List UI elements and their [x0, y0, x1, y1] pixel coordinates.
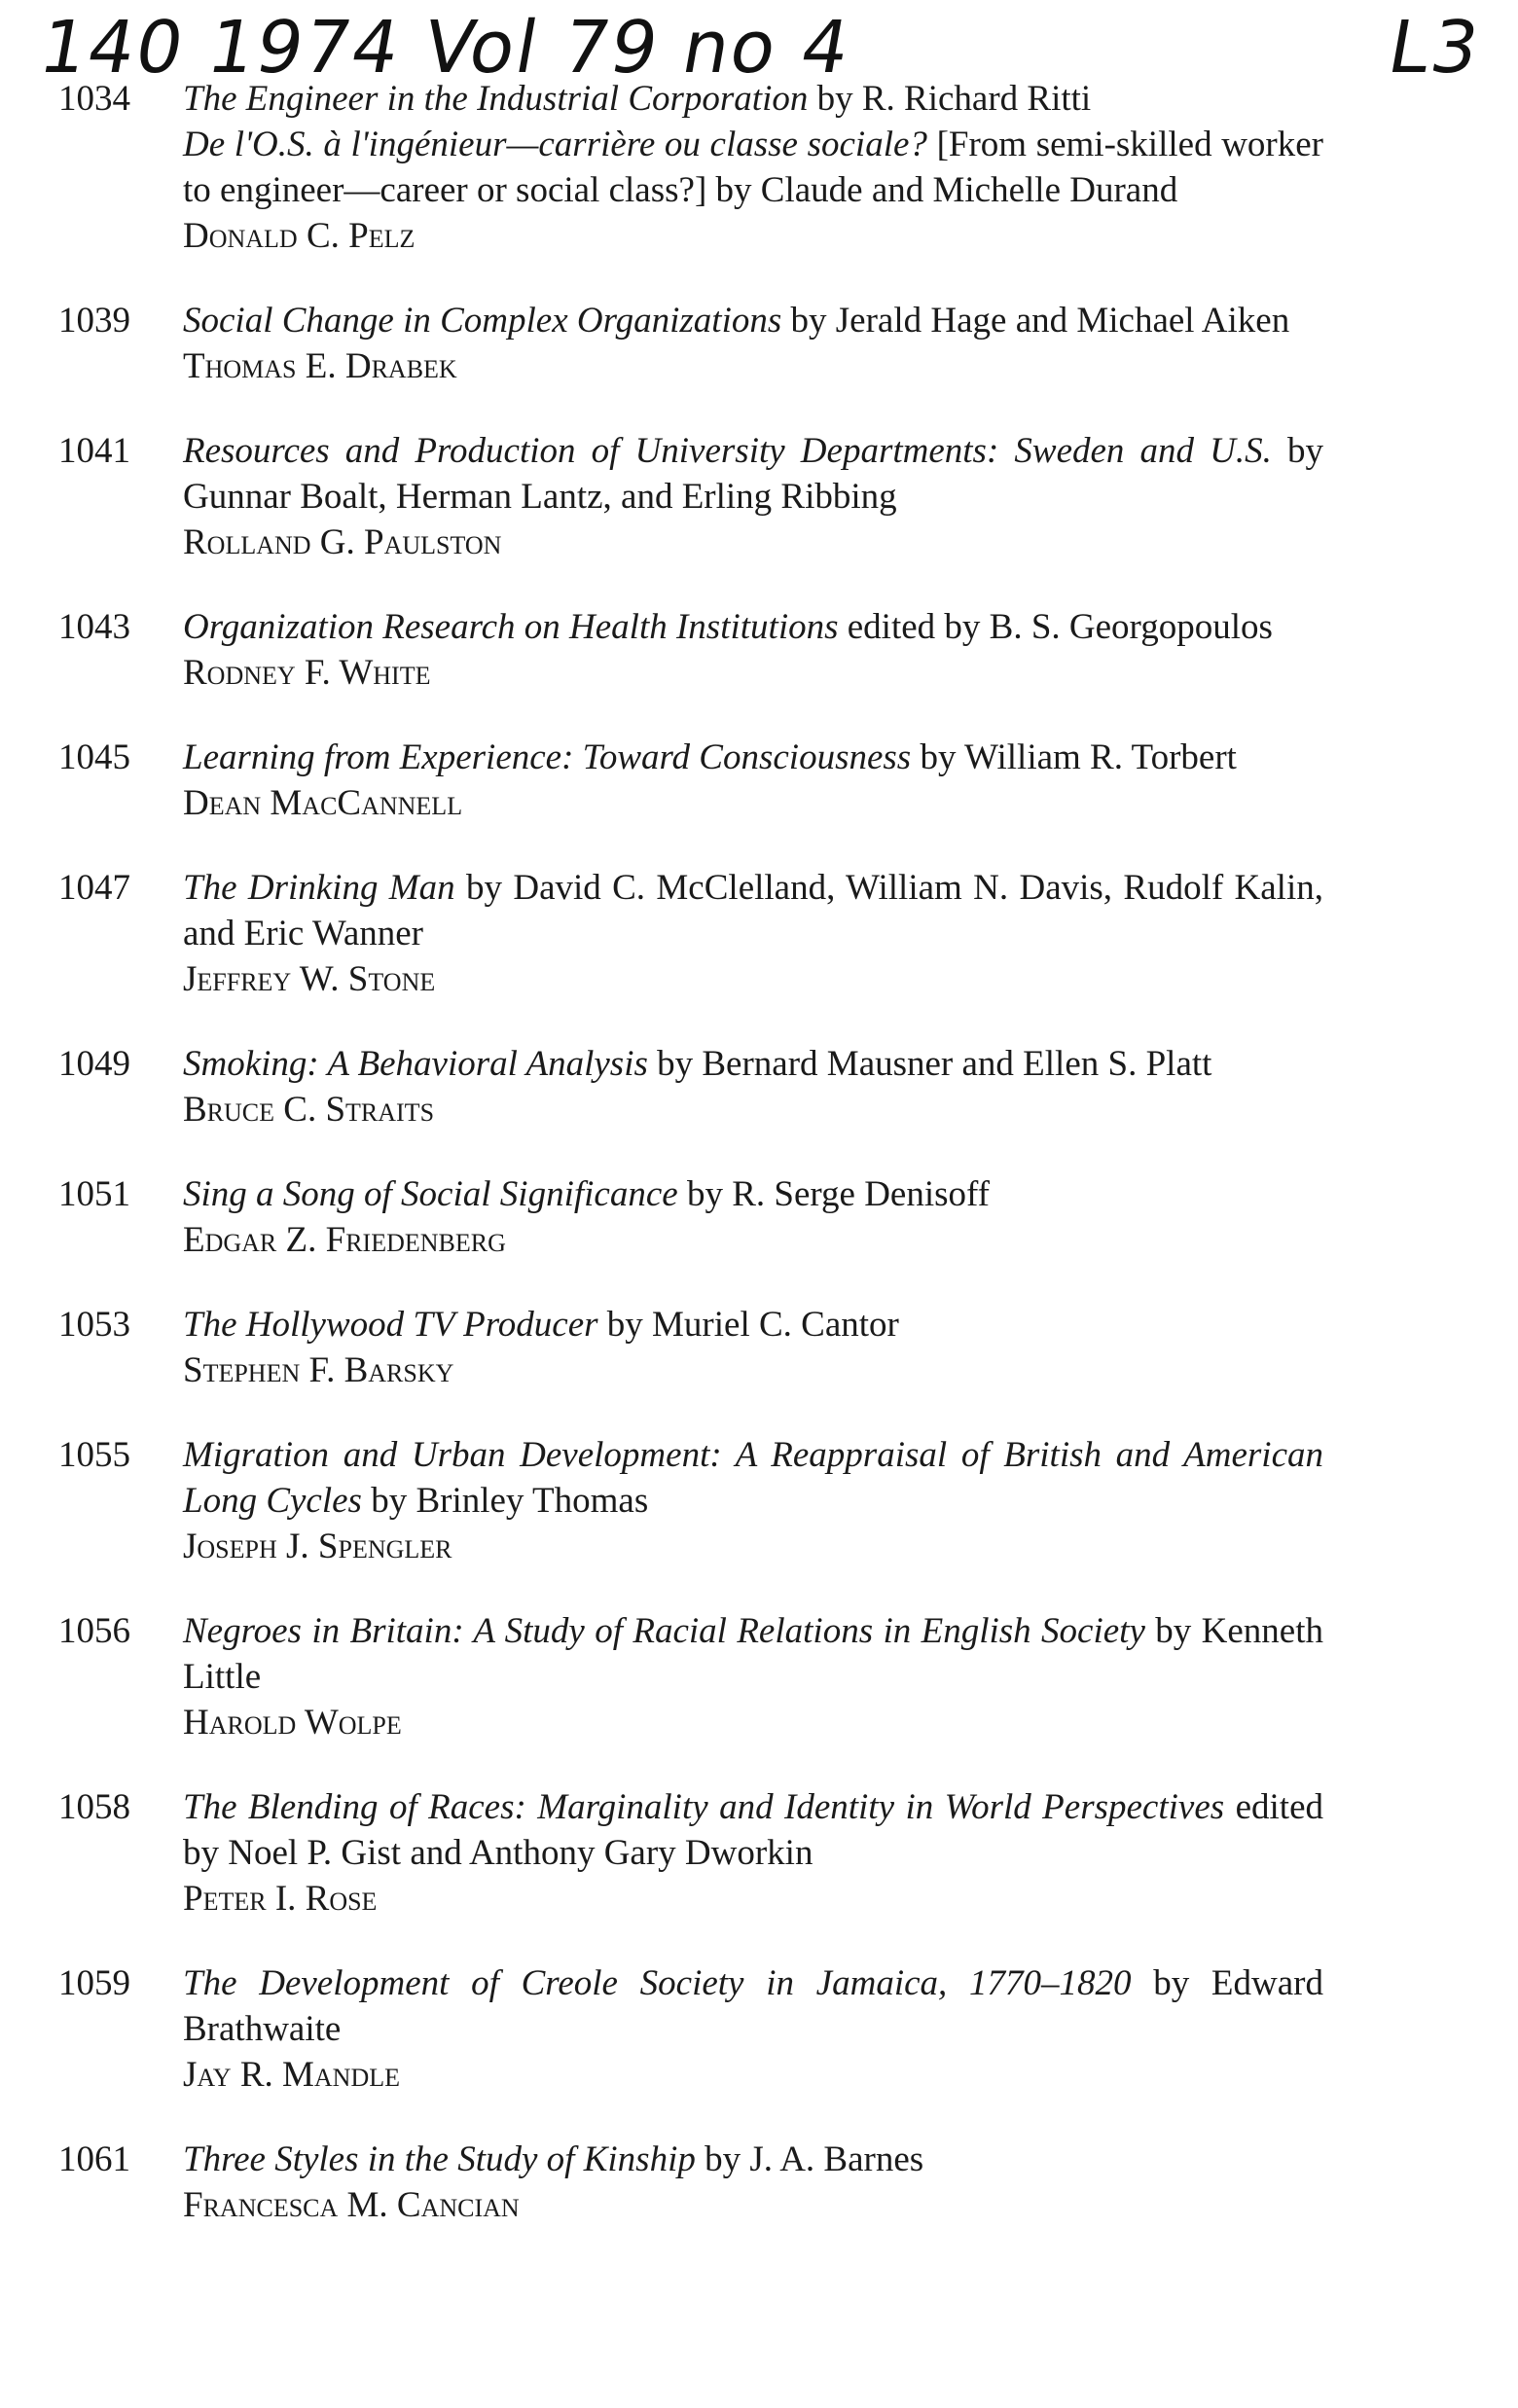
- book-citation: [183, 1608, 1323, 1700]
- entry-body: [183, 1608, 1323, 1745]
- book-authors: by David C. McClelland, William N. Davis, Rudolf Kalin, and Eric Wanner: [183, 868, 1323, 953]
- entry-body: [183, 428, 1323, 565]
- book-citation: [183, 604, 1323, 650]
- book-citation: [183, 1171, 1323, 1217]
- list-item: [58, 1432, 1323, 1569]
- book-title: De l'O.S. à l'ingénieur—carrière ou classe sociale?: [183, 125, 927, 164]
- book-authors: by R. Richard Ritti: [808, 79, 1092, 119]
- book-authors: by William R. Torbert: [911, 737, 1237, 777]
- entry-body: [183, 76, 1323, 259]
- entry-body: [183, 298, 1323, 389]
- page-number: 1051: [58, 1174, 130, 1214]
- book-title: Organization Research on Health Institutions: [183, 607, 839, 647]
- book-authors: edited by B. S. Georgopoulos: [838, 607, 1273, 647]
- page-number: 1055: [58, 1435, 130, 1475]
- book-citation: [183, 298, 1323, 343]
- reviewer-name: Harold Wolpe: [183, 1703, 402, 1743]
- entry-body: [183, 2137, 1323, 2228]
- reviewer-name: Rolland G. Paulston: [183, 522, 502, 562]
- book-title: The Hollywood TV Producer: [183, 1305, 598, 1345]
- book-citation: [183, 1432, 1323, 1524]
- list-item: [58, 1608, 1323, 1745]
- entry-body: [183, 1171, 1323, 1263]
- list-item: [58, 1302, 1323, 1393]
- book-citation: [183, 1784, 1323, 1876]
- book-authors: by Muriel C. Cantor: [597, 1305, 899, 1345]
- book-title: Resources and Production of University Departments: Sweden and U.S.: [183, 431, 1272, 471]
- reviewer-name: Jeffrey W. Stone: [183, 959, 436, 999]
- book-citation: [183, 1302, 1323, 1348]
- book-citation: [183, 1960, 1323, 2052]
- book-authors: by Brinley Thomas: [361, 1481, 649, 1521]
- page-number: 1041: [58, 431, 130, 471]
- book-title: Migration and Urban Development: A Reappraisal of British and American Long Cycles: [183, 1435, 1323, 1521]
- page-number: 1034: [58, 79, 130, 119]
- book-authors: by Bernard Mausner and Ellen S. Platt: [647, 1044, 1212, 1084]
- page-number: 1045: [58, 737, 130, 777]
- book-citation: [183, 865, 1323, 956]
- book-citation: [183, 735, 1323, 780]
- book-authors: [From semi-skilled worker to engineer—career or social class?] by Claude and Michelle Durand: [183, 125, 1324, 210]
- page-number: 1061: [58, 2139, 130, 2179]
- list-item: [58, 735, 1323, 826]
- reviewer-name: Bruce C. Straits: [183, 1090, 435, 1130]
- entry-body: [183, 735, 1323, 826]
- book-title: The Blending of Races: Marginality and Identity in World Perspectives: [183, 1787, 1225, 1827]
- book-authors: by R. Serge Denisoff: [677, 1174, 990, 1214]
- reviewer-name: Thomas E. Drabek: [183, 346, 457, 386]
- page-number: 1059: [58, 1963, 130, 2003]
- book-title: Learning from Experience: Toward Consciousness: [183, 737, 912, 777]
- reviewer-name: Rodney F. White: [183, 653, 431, 693]
- book-title: The Development of Creole Society in Jamaica, 1770–1820: [183, 1963, 1132, 2003]
- reviewer-name: Dean MacCannell: [183, 783, 463, 823]
- list-item: [58, 604, 1323, 696]
- list-item: [58, 1171, 1323, 1263]
- handwritten-annotation-left: 140 1974 Vol 79 no 4: [33, 6, 857, 90]
- list-item: [58, 1960, 1323, 2098]
- entry-body: [183, 604, 1323, 696]
- list-item: [58, 428, 1323, 565]
- book-authors: by Jerald Hage and Michael Aiken: [781, 301, 1290, 341]
- reviewer-name: Peter I. Rose: [183, 1879, 378, 1919]
- book-title: Sing a Song of Social Significance: [183, 1174, 678, 1214]
- book-title: Negroes in Britain: A Study of Racial Relations in English Society: [183, 1611, 1145, 1651]
- book-citation: [183, 1041, 1323, 1087]
- list-item: [58, 1784, 1323, 1922]
- book-authors: by Kenneth Little: [183, 1611, 1323, 1697]
- page-number: 1043: [58, 607, 130, 647]
- page-number: 1049: [58, 1044, 130, 1084]
- entry-body: [183, 1432, 1323, 1569]
- list-item: [58, 298, 1323, 389]
- entry-body: [183, 865, 1323, 1002]
- list-item: [58, 76, 1323, 259]
- book-title: The Engineer in the Industrial Corporation: [183, 79, 809, 119]
- book-authors: by Gunnar Boalt, Herman Lantz, and Erling Ribbing: [183, 431, 1323, 517]
- reviewer-name: Jay R. Mandle: [183, 2055, 400, 2095]
- book-citation: [183, 2137, 1323, 2182]
- book-authors: by Edward Brathwaite: [183, 1963, 1323, 2049]
- page-number: 1053: [58, 1305, 130, 1345]
- page-number: 1039: [58, 301, 130, 341]
- reviewer-name: Francesca M. Cancian: [183, 2185, 520, 2225]
- list-item: [58, 2137, 1323, 2228]
- reviewer-name: Donald C. Pelz: [183, 216, 416, 256]
- handwritten-annotation-right: L3: [1382, 6, 1487, 90]
- book-citation: [183, 76, 1323, 122]
- book-title: Three Styles in the Study of Kinship: [183, 2139, 696, 2179]
- list-item: [58, 1041, 1323, 1132]
- list-item: [58, 865, 1323, 1002]
- entry-body: [183, 1302, 1323, 1393]
- book-citation: [183, 428, 1323, 520]
- book-title: Smoking: A Behavioral Analysis: [183, 1044, 648, 1084]
- reviewer-name: Joseph J. Spengler: [183, 1527, 452, 1566]
- entry-body: [183, 1960, 1323, 2098]
- page-number: 1047: [58, 868, 130, 908]
- book-authors: by J. A. Barnes: [695, 2139, 924, 2179]
- book-title: Social Change in Complex Organizations: [183, 301, 782, 341]
- reviewer-name: Edgar Z. Friedenberg: [183, 1220, 506, 1260]
- book-citation: [183, 122, 1323, 213]
- book-authors: edited by Noel P. Gist and Anthony Gary Dworkin: [183, 1787, 1324, 1873]
- entry-body: [183, 1041, 1323, 1132]
- page-number: 1056: [58, 1611, 130, 1651]
- book-review-list: [58, 76, 1323, 2267]
- entry-body: [183, 1784, 1323, 1922]
- reviewer-name: Stephen F. Barsky: [183, 1350, 454, 1390]
- book-title: The Drinking Man: [183, 868, 455, 908]
- page-number: 1058: [58, 1787, 130, 1827]
